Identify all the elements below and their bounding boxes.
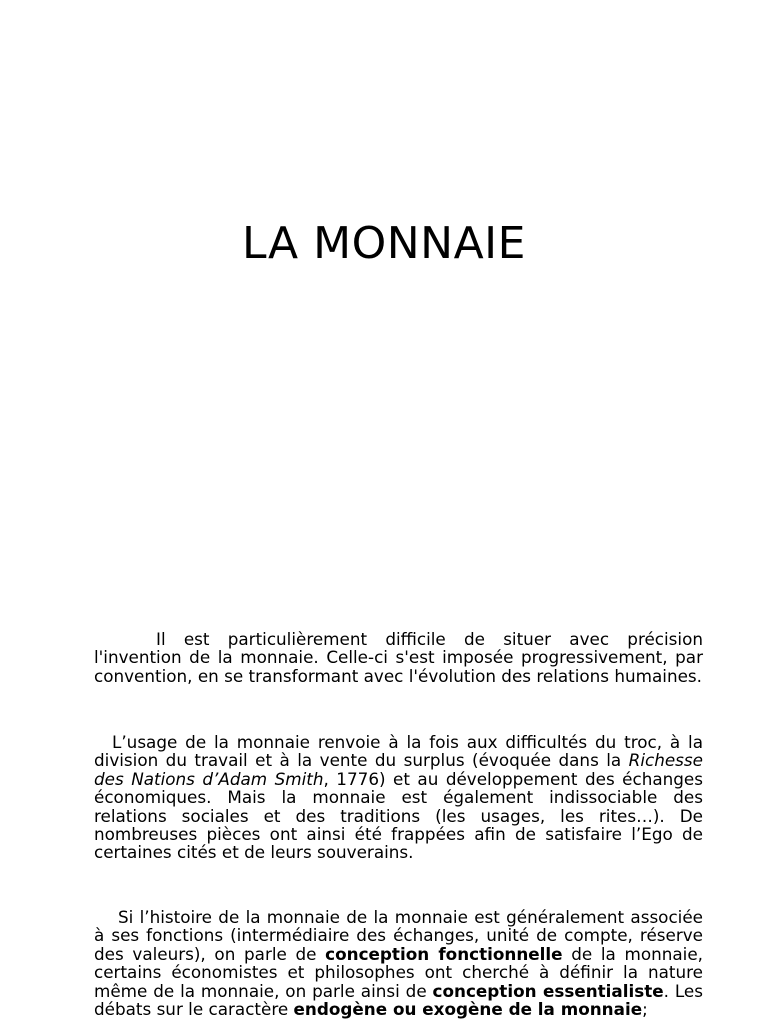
paragraph-invention [94, 630, 703, 685]
paragraph-text: Il est particulièrement difficile de situer avec précision l'invention de la monnaie. Celle-ci s'est imposée progressivement, par convention, en se transformant avec l'évolution des relations humaines. [94, 629, 703, 686]
term-conception-essentialiste: conception essentialiste [432, 980, 664, 1001]
paragraph-text: Si l’histoire de la monnaie de la monnaie est généralement associée à ses fonctions (intermédiaire des échanges, unité de compte, réserve des valeurs), on parle de [94, 907, 703, 964]
book-title: Richesse des Nations d’Adam Smith [94, 750, 703, 789]
term-conception-fonctionnelle: conception fonctionnelle [325, 943, 563, 964]
term-endogene-exogene: endogène ou exogène de la monnaie [293, 999, 643, 1020]
document-title: LA MONNAIE [242, 218, 526, 269]
paragraph-text: ; [642, 999, 648, 1020]
paragraph-usage [94, 733, 703, 862]
paragraph-text: de la monnaie, certains économistes et philosophes ont cherché à définir la nature même de la monnaie, on parle ainsi de [94, 943, 704, 1001]
paragraph-conceptions [94, 908, 703, 1018]
paragraph-text: . Les débats sur le caractère [94, 980, 703, 1020]
paragraph-text: L’usage de la monnaie renvoie à la fois aux difficultés du troc, à la division du travail et à la vente du surplus (évoquée dans la [94, 732, 703, 771]
paragraph-text: , 1776) et au développement des échanges économiques. Mais la monnaie est également indissociable des relations sociales et des traditions (les usages, les rites…). De nombreuses pièces ont ainsi été frappées afin de satisfaire l’Ego de certaines cités et de leurs souverains. [94, 768, 703, 863]
